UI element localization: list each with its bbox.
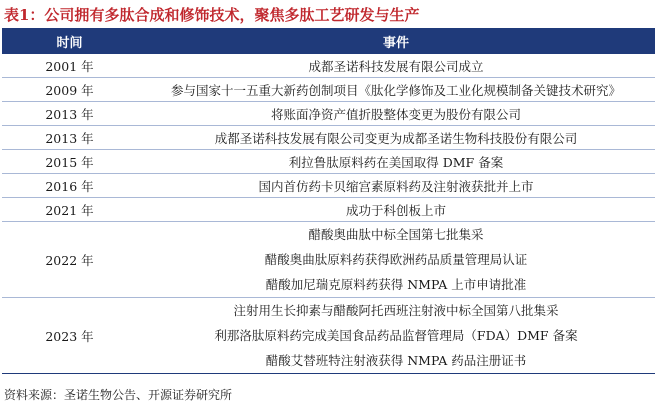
table-row (2, 222, 655, 298)
event-line: 醋酸加尼瑞克原料药获得 NMPA 上市申请批准 (265, 277, 527, 292)
header-time: 时间 (2, 28, 137, 54)
table-title: 表1：公司拥有多肽合成和修饰技术，聚焦多肽工艺研发与生产 (4, 6, 420, 24)
table-row (2, 150, 655, 174)
table-row (2, 174, 655, 198)
table-row (2, 102, 655, 126)
year-cell: 2022 年 (2, 222, 137, 298)
table-header-row (2, 28, 655, 54)
year-cell: 2023 年 (2, 298, 137, 374)
event-cell: 参与国家十一五重大新药创制项目《肽化学修饰及工业化规模制备关键技术研究》 (137, 78, 655, 102)
event-cell (137, 298, 655, 374)
source-note: 资料来源：圣诺生物公告、开源证券研究所 (4, 388, 233, 402)
event-line: 注射用生长抑素与醋酸阿托西班注射液中标全国第八批集采 (233, 303, 559, 318)
event-cell: 将账面净资产值折股整体变更为股份有限公司 (137, 102, 655, 126)
event-cell: 成都圣诺科技发展有限公司变更为成都圣诺生物科技股份有限公司 (137, 126, 655, 150)
events-table (2, 28, 655, 374)
event-cell: 成都圣诺科技发展有限公司成立 (137, 54, 655, 78)
event-line: 利那洛肽原料药完成美国食品药品监督管理局（FDA）DMF 备案 (214, 328, 578, 343)
table-row (2, 54, 655, 78)
event-line: 醋酸艾替班特注射液获得 NMPA 药品注册证书 (265, 353, 527, 368)
event-cell: 国内首仿药卡贝缩宫素原料药及注射液获批并上市 (137, 174, 655, 198)
year-cell: 2016 年 (2, 174, 137, 198)
year-cell: 2013 年 (2, 102, 137, 126)
year-cell: 2001 年 (2, 54, 137, 78)
event-cell: 成功于科创板上市 (137, 198, 655, 222)
year-cell: 2009 年 (2, 78, 137, 102)
year-cell: 2013 年 (2, 126, 137, 150)
table-row (2, 78, 655, 102)
table-row (2, 198, 655, 222)
header-event: 事件 (137, 28, 655, 54)
year-cell: 2015 年 (2, 150, 137, 174)
event-cell: 利拉鲁肽原料药在美国取得 DMF 备案 (137, 150, 655, 174)
event-line: 醋酸奥曲肽中标全国第七批集采 (308, 227, 484, 242)
table-row (2, 126, 655, 150)
table-row (2, 298, 655, 374)
event-line: 醋酸奥曲肽原料药获得欧洲药品质量管理局认证 (264, 252, 528, 267)
event-cell (137, 222, 655, 298)
year-cell: 2021 年 (2, 198, 137, 222)
